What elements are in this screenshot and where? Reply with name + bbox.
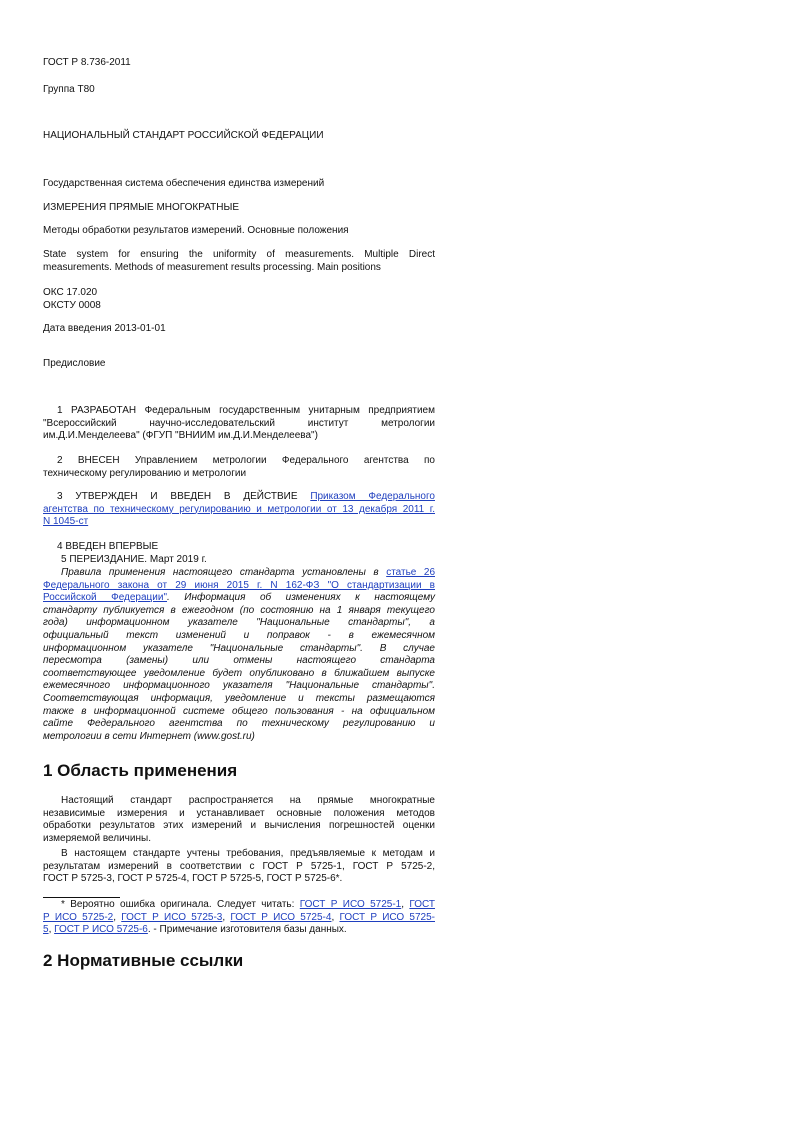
oks-code: ОКС 17.020: [43, 287, 98, 298]
foreword-heading: Предисловие: [43, 358, 106, 369]
section-1-paragraph-2: В настоящем стандарте учтены требования, предъявляемые к методам и результатам измерений в соответствии с ГОСТ Р 5725-1, ГОСТ Р 5725-2, ГОСТ Р 5725-3, ГОСТ Р 5725-4, ГОСТ Р 5725-5, ГОСТ Р 5725-6*.: [43, 848, 435, 885]
application-rules: Правила применения настоящего стандарта установлены в статье 26 Федерального закона от 29 июня 2015 г. N 162-ФЗ "О стандартизации в Российской Федерации". Информация об изменениях к настоящему стандарту публикуется в ежегодном (по состоянию на 1 января текущего года) информационном указателе "Национальные стандарты", а официальный текст изменений и поправок - в ежемесячном информационном указателе "Национальные стандарты". В случае пересмотра (замены) или отмены настоящего стандарта соответствующее уведомление будет опубликовано в ближайшем выпуске ежемесячного информационного указателя "Национальные стандарты". Соответствующая информация, уведомление и тексты размещаются также в информационной системе общего пользования - на официальном сайте Федерального агентства по техническому регулированию и метрологии в сети Интернет (www.gost.ru): [43, 567, 436, 742]
gost-5725-3-link[interactable]: ГОСТ Р ИСО 5725-3: [121, 911, 223, 923]
foreword-item-4: 4 ВВЕДЕН ВПЕРВЫЕ: [57, 541, 159, 552]
oksty-code: ОКСТУ 0008: [43, 299, 101, 311]
section-1-paragraph-1: Настоящий стандарт распространяется на прямые многократные независимые измерения и устанавливает основные положения методов обработки результатов этих измерений и вычисления погрешностей оценки измеряемой величины.: [43, 795, 435, 844]
main-title: ИЗМЕРЕНИЯ ПРЯМЫЕ МНОГОКРАТНЫЕ: [43, 202, 239, 213]
gost-5725-1-link[interactable]: ГОСТ Р ИСО 5725-1: [299, 899, 402, 910]
standard-code: ГОСТ Р 8.736-2011: [43, 57, 131, 68]
gost-5725-2-link[interactable]: ГОСТ: [409, 899, 436, 910]
classification-codes: [43, 287, 435, 312]
foreword-item-2: 2 ВНЕСЕН Управлением метрологии Федерального агентства по техническому регулированию и метрологии: [43, 455, 435, 479]
law-article-link[interactable]: Российской Федерации": [43, 592, 168, 604]
english-title: [43, 249, 435, 274]
order-link[interactable]: агентства по техническому регулированию и метрологии от 13 декабря 2011 г.: [43, 503, 435, 515]
gost-5725-5-link[interactable]: ГОСТ Р ИСО 5725-: [339, 911, 435, 923]
subtitle: Методы обработки результатов измерений. Основные положения: [43, 225, 349, 236]
foreword-item-5: 5 ПЕРЕИЗДАНИЕ. Март 2019 г.: [61, 553, 207, 565]
gost-5725-5-link[interactable]: 5: [43, 924, 49, 936]
foreword-items-4-5: [43, 541, 435, 566]
foreword-item-3: 3 УТВЕРЖДЕН И ВВЕДЕН В ДЕЙСТВИЕ Приказом Федерального агентства по техническому регулированию и метрологии от 13 декабря 2011 г. N 1045-ст: [43, 491, 435, 528]
order-link[interactable]: N 1045-ст: [43, 516, 89, 528]
gost-5725-4-link[interactable]: ГОСТ Р ИСО 5725-4: [230, 911, 332, 923]
standard-group: Группа Т80: [43, 84, 95, 95]
english-title-line: measurements. Methods of measurement results processing. Main positions: [43, 261, 381, 273]
english-title-line: State system for ensuring the uniformity of measurements. Multiple Direct: [43, 249, 435, 260]
national-standard-label: НАЦИОНАЛЬНЫЙ СТАНДАРТ РОССИЙСКОЙ ФЕДЕРАЦИИ: [43, 130, 324, 141]
footnote-divider: [43, 897, 120, 898]
section-2-heading: 2 Нормативные ссылки: [43, 951, 244, 970]
gost-5725-2-link[interactable]: Р ИСО 5725-2: [43, 911, 114, 923]
footnote: * Вероятно ошибка оригинала. Следует читать: ГОСТ Р ИСО 5725-1, ГОСТ Р ИСО 5725-2, ГОСТ Р ИСО 5725-3, ГОСТ Р ИСО 5725-4, ГОСТ Р ИСО 5725- 5, ГОСТ Р ИСО 5725-6. - Примечание изготовителя базы данных.: [43, 899, 436, 936]
section-1-heading: 1 Область применения: [43, 761, 238, 780]
effective-date: Дата введения 2013-01-01: [43, 323, 166, 334]
system-title: Государственная система обеспечения единства измерений: [43, 178, 325, 189]
gost-5725-6-link[interactable]: ГОСТ Р ИСО 5725-6: [54, 924, 148, 936]
law-article-link[interactable]: Федерального закона от 29 июня 2015 г. N 162-ФЗ "О стандартизации в: [43, 579, 435, 591]
foreword-item-1: 1 РАЗРАБОТАН Федеральным государственным унитарным предприятием "Всероссийский научно-исследовательский институт метрологии им.Д.И.Менделеева" (ФГУП "ВНИИМ им.Д.И.Менделеева"): [43, 405, 435, 442]
law-article-link[interactable]: статье 26: [386, 567, 435, 578]
order-link[interactable]: Приказом Федерального: [310, 491, 435, 502]
